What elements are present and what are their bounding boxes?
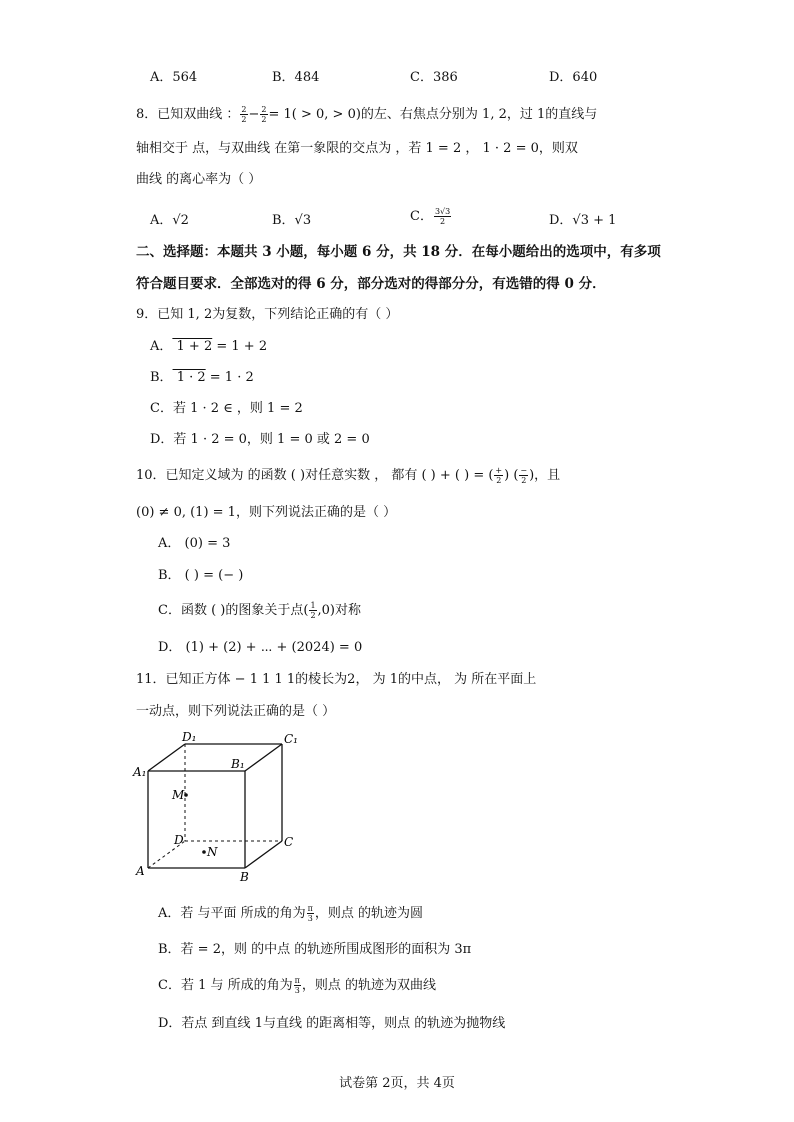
edge-a1d1 [148, 744, 185, 771]
section2-heading-2: 符合题目要求．全部选对的得 6 分，部分选对的得部分分，有选错的得 0 分． [136, 276, 606, 292]
q11-option-d: D．若点 到直线 1与直线 的距离相等，则点 的轨迹为抛物线 [158, 1016, 506, 1031]
q8-option-c-frac: $\frac{3√3}{2}$ [434, 207, 451, 226]
q8-option-c-label: C． [410, 209, 433, 224]
label-m: M [172, 788, 185, 802]
q8-line-1: 8．已知双曲线 ： $\frac{2}{2}$ − $\frac{2}{2}$ = 1( > 0, > 0)的左、右焦点分别为 1, 2，过 1的直线与 [136, 105, 598, 124]
q11-option-b: B．若 = 2，则 的中点 的轨迹所围成图形的面积为 3π [158, 942, 472, 957]
q8-equation: = 1( > 0, > 0)的左、右焦点分别为 1, 2，过 1的直线与 [268, 107, 598, 122]
q8-line-2: 轴相交于 点，与双曲线 在第一象限的交点为 ，若 1 = 2 ， 1 · 2 = 0，则双 [136, 141, 578, 156]
q8-prefix: 8．已知双曲线 ： [136, 107, 240, 122]
q8-frac-y: $\frac{2}{2}$ [261, 105, 267, 124]
q7-option-a: A．564 [150, 70, 198, 85]
section2-heading-1: 二、选择题：本题共 3 小题，每小题 6 分，共 18 分．在每小题给出的选项中，有多项 [136, 244, 661, 260]
edge-bc [245, 841, 282, 868]
q10-option-a: A． (0) = 3 [158, 536, 231, 551]
label-a1: A₁ [133, 765, 147, 779]
label-n: N [207, 845, 218, 859]
q11-option-a: A．若 与平面 所成的角为 $\frac{\pi}{3}$ ，则点 的轨迹为圆 [158, 904, 424, 923]
label-a: A [136, 864, 145, 878]
q9-option-d: D．若 1 · 2 = 0，则 1 = 0 或 2 = 0 [150, 432, 370, 447]
label-d1: D₁ [182, 730, 197, 744]
q11-option-c: C．若 1 与 所成的角为 $\frac{\pi}{3}$ ，则点 的轨迹为双曲线 [158, 976, 437, 995]
label-c1: C₁ [284, 732, 298, 746]
q7-option-c: C．386 [410, 70, 458, 85]
q10-stem-line-2: (0) ≠ 0, (1) = 1，则下列说法正确的是（ ） [136, 505, 397, 520]
edge-b1c1 [245, 744, 282, 771]
q10-option-b: B． ( ) = (− ) [158, 568, 244, 583]
q8-line-3: 曲线 的离心率为（ ） [136, 172, 262, 187]
q8-option-b: B．√3 [272, 213, 312, 228]
point-m [184, 793, 188, 797]
q8-option-d: D．√3 + 1 [549, 213, 617, 228]
q11-stem-line-2: 一动点，则下列说法正确的是（ ） [136, 704, 336, 719]
q7-option-b: B．484 [272, 70, 320, 85]
q9-option-a: A． 1 + 2 = 1 + 2 [150, 339, 268, 354]
q8-option-c [410, 205, 452, 226]
q9-option-b: B． 1 · 2 = 1 · 2 [150, 370, 254, 385]
cube-figure [130, 728, 310, 888]
q10-stem-line-1: 10．已知定义域为 的函数 ( )对任意实数 ， 都有 ( ) + ( ) = ( $\frac{+}{2}$ ) ( $\frac{-}{2}$ )，且 [136, 466, 561, 485]
q9-option-c: C．若 1 · 2 ∈ ，则 1 = 2 [150, 401, 303, 416]
q8-frac-x: $\frac{2}{2}$ [241, 105, 247, 124]
q8-option-a: A．√2 [150, 213, 189, 228]
point-n [202, 850, 206, 854]
q10-option-d: D． (1) + (2) + ⋯ + (2024) = 0 [158, 640, 363, 655]
label-c: C [284, 835, 294, 849]
label-b1: B₁ [231, 757, 245, 771]
q11-stem-line-1: 11．已知正方体 − 1 1 1 1的棱长为2， 为 1的中点， 为 所在平面上 [136, 672, 537, 687]
q10-option-c: C．函数 ( )的图象关于点( $\frac{1}{2}$ ,0)对称 [158, 601, 362, 620]
page-footer: 试卷第 2页，共 4页 [339, 1076, 455, 1091]
q9-stem: 9．已知 1, 2为复数，下列结论正确的有（ ） [136, 307, 399, 322]
label-d: D [174, 833, 184, 847]
label-b: B [240, 870, 249, 884]
q7-option-d: D．640 [549, 70, 598, 85]
